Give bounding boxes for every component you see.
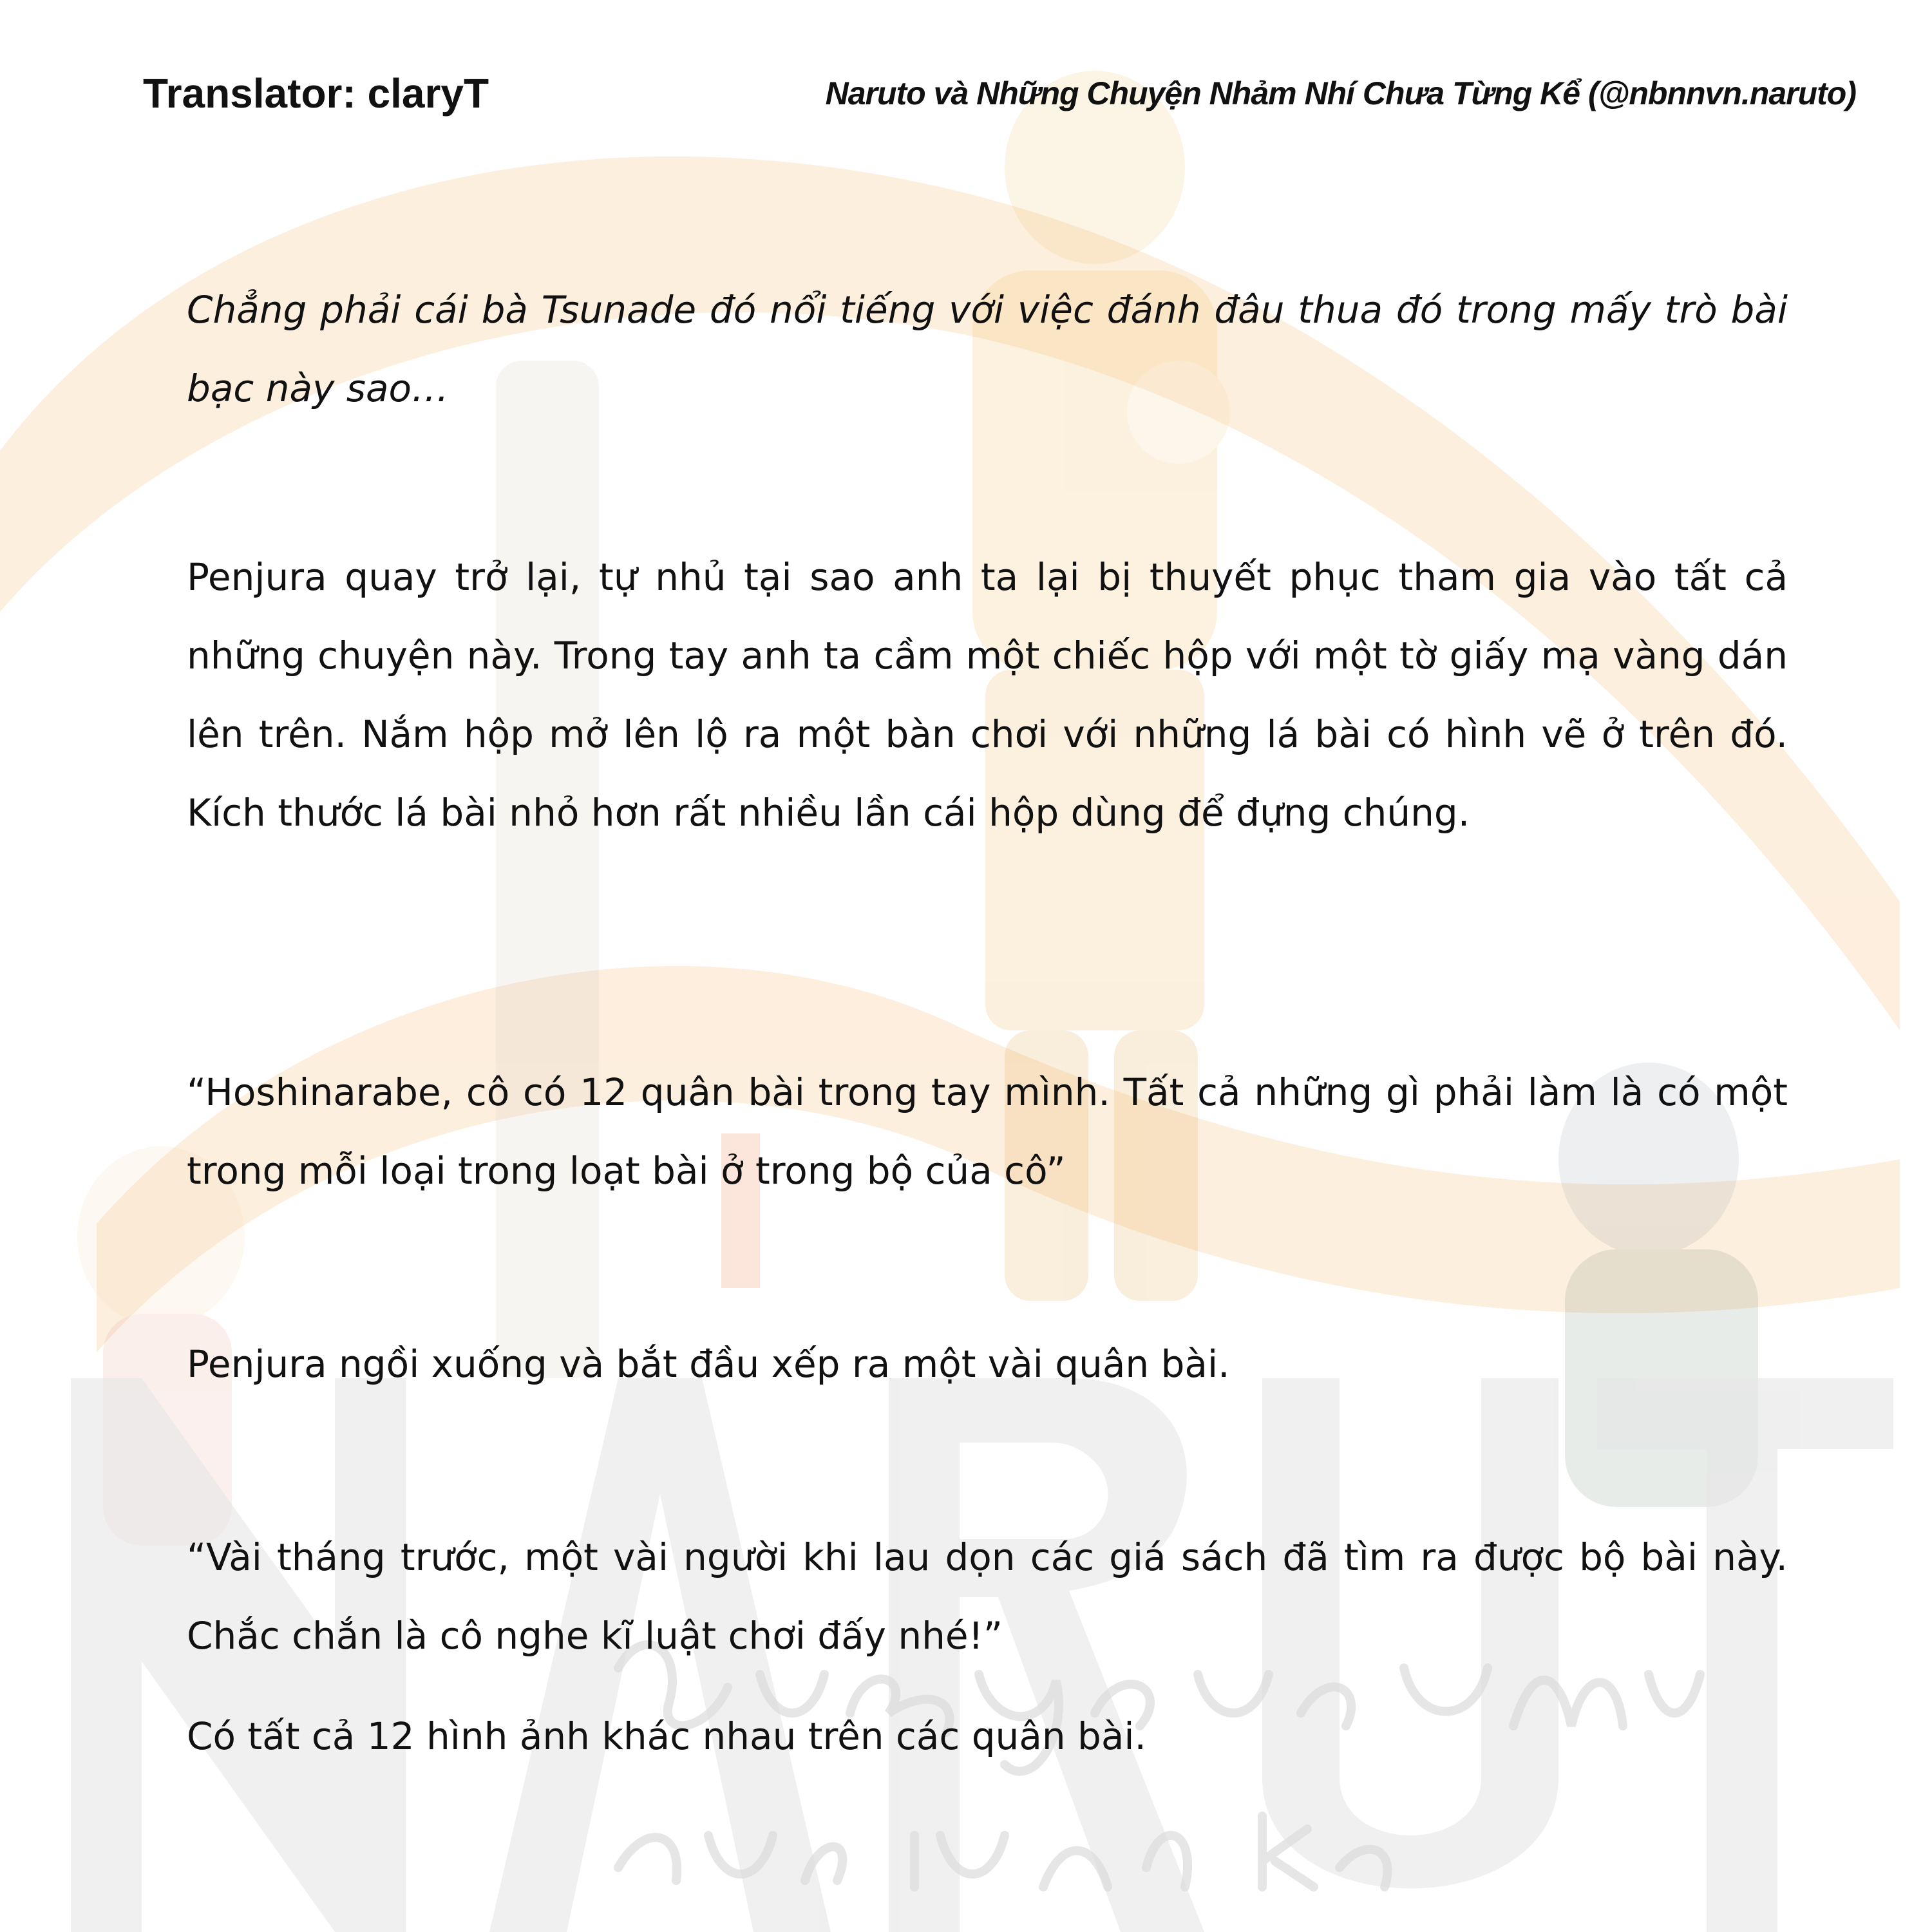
paragraph-narration: Penjura quay trở lại, tự nhủ tại sao anh ta lại bị thuyết phục tham gia vào tất cả những chuyện này. Trong tay anh ta cầm một chiếc hộp với một tờ giấy mạ vàng dán lên trên. Nắm hộp mở lên lộ ra một bàn chơi với những lá bài có hình vẽ ở trên đó. Kích thước lá bài nhỏ hơn rất nhiều lần cái hộp dùng để đựng chúng. [187, 555, 1788, 835]
paragraph-narration: Penjura ngồi xuống và bắt đầu xếp ra một vài quân bài. [187, 1342, 1230, 1386]
header [143, 70, 1856, 121]
paragraph-dialogue: “Hoshinarabe, cô có 12 quân bài trong tay mình. Tất cả những gì phải làm là có một trong mỗi loại trong loạt bài ở trong bộ của cô” [187, 1070, 1788, 1193]
paragraph-thought: Chẳng phải cái bà Tsunade đó nổi tiếng với việc đánh đâu thua đó trong mấy trò bài bạc này sao… [187, 288, 1788, 410]
paragraph-dialogue: “Vài tháng trước, một vài người khi lau dọn các giá sách đã tìm ra được bộ bài này. Chắc chắn là cô nghe kĩ luật chơi đấy nhé!” [187, 1535, 1788, 1658]
translator-credit: Translator: claryT [143, 70, 489, 117]
source-credit: Naruto và Những Chuyện Nhảm Nhí Chưa Từng Kể (@nbnnvn.naruto) [825, 75, 1856, 111]
paragraph-narration: Có tất cả 12 hình ảnh khác nhau trên các quân bài. [187, 1714, 1146, 1758]
